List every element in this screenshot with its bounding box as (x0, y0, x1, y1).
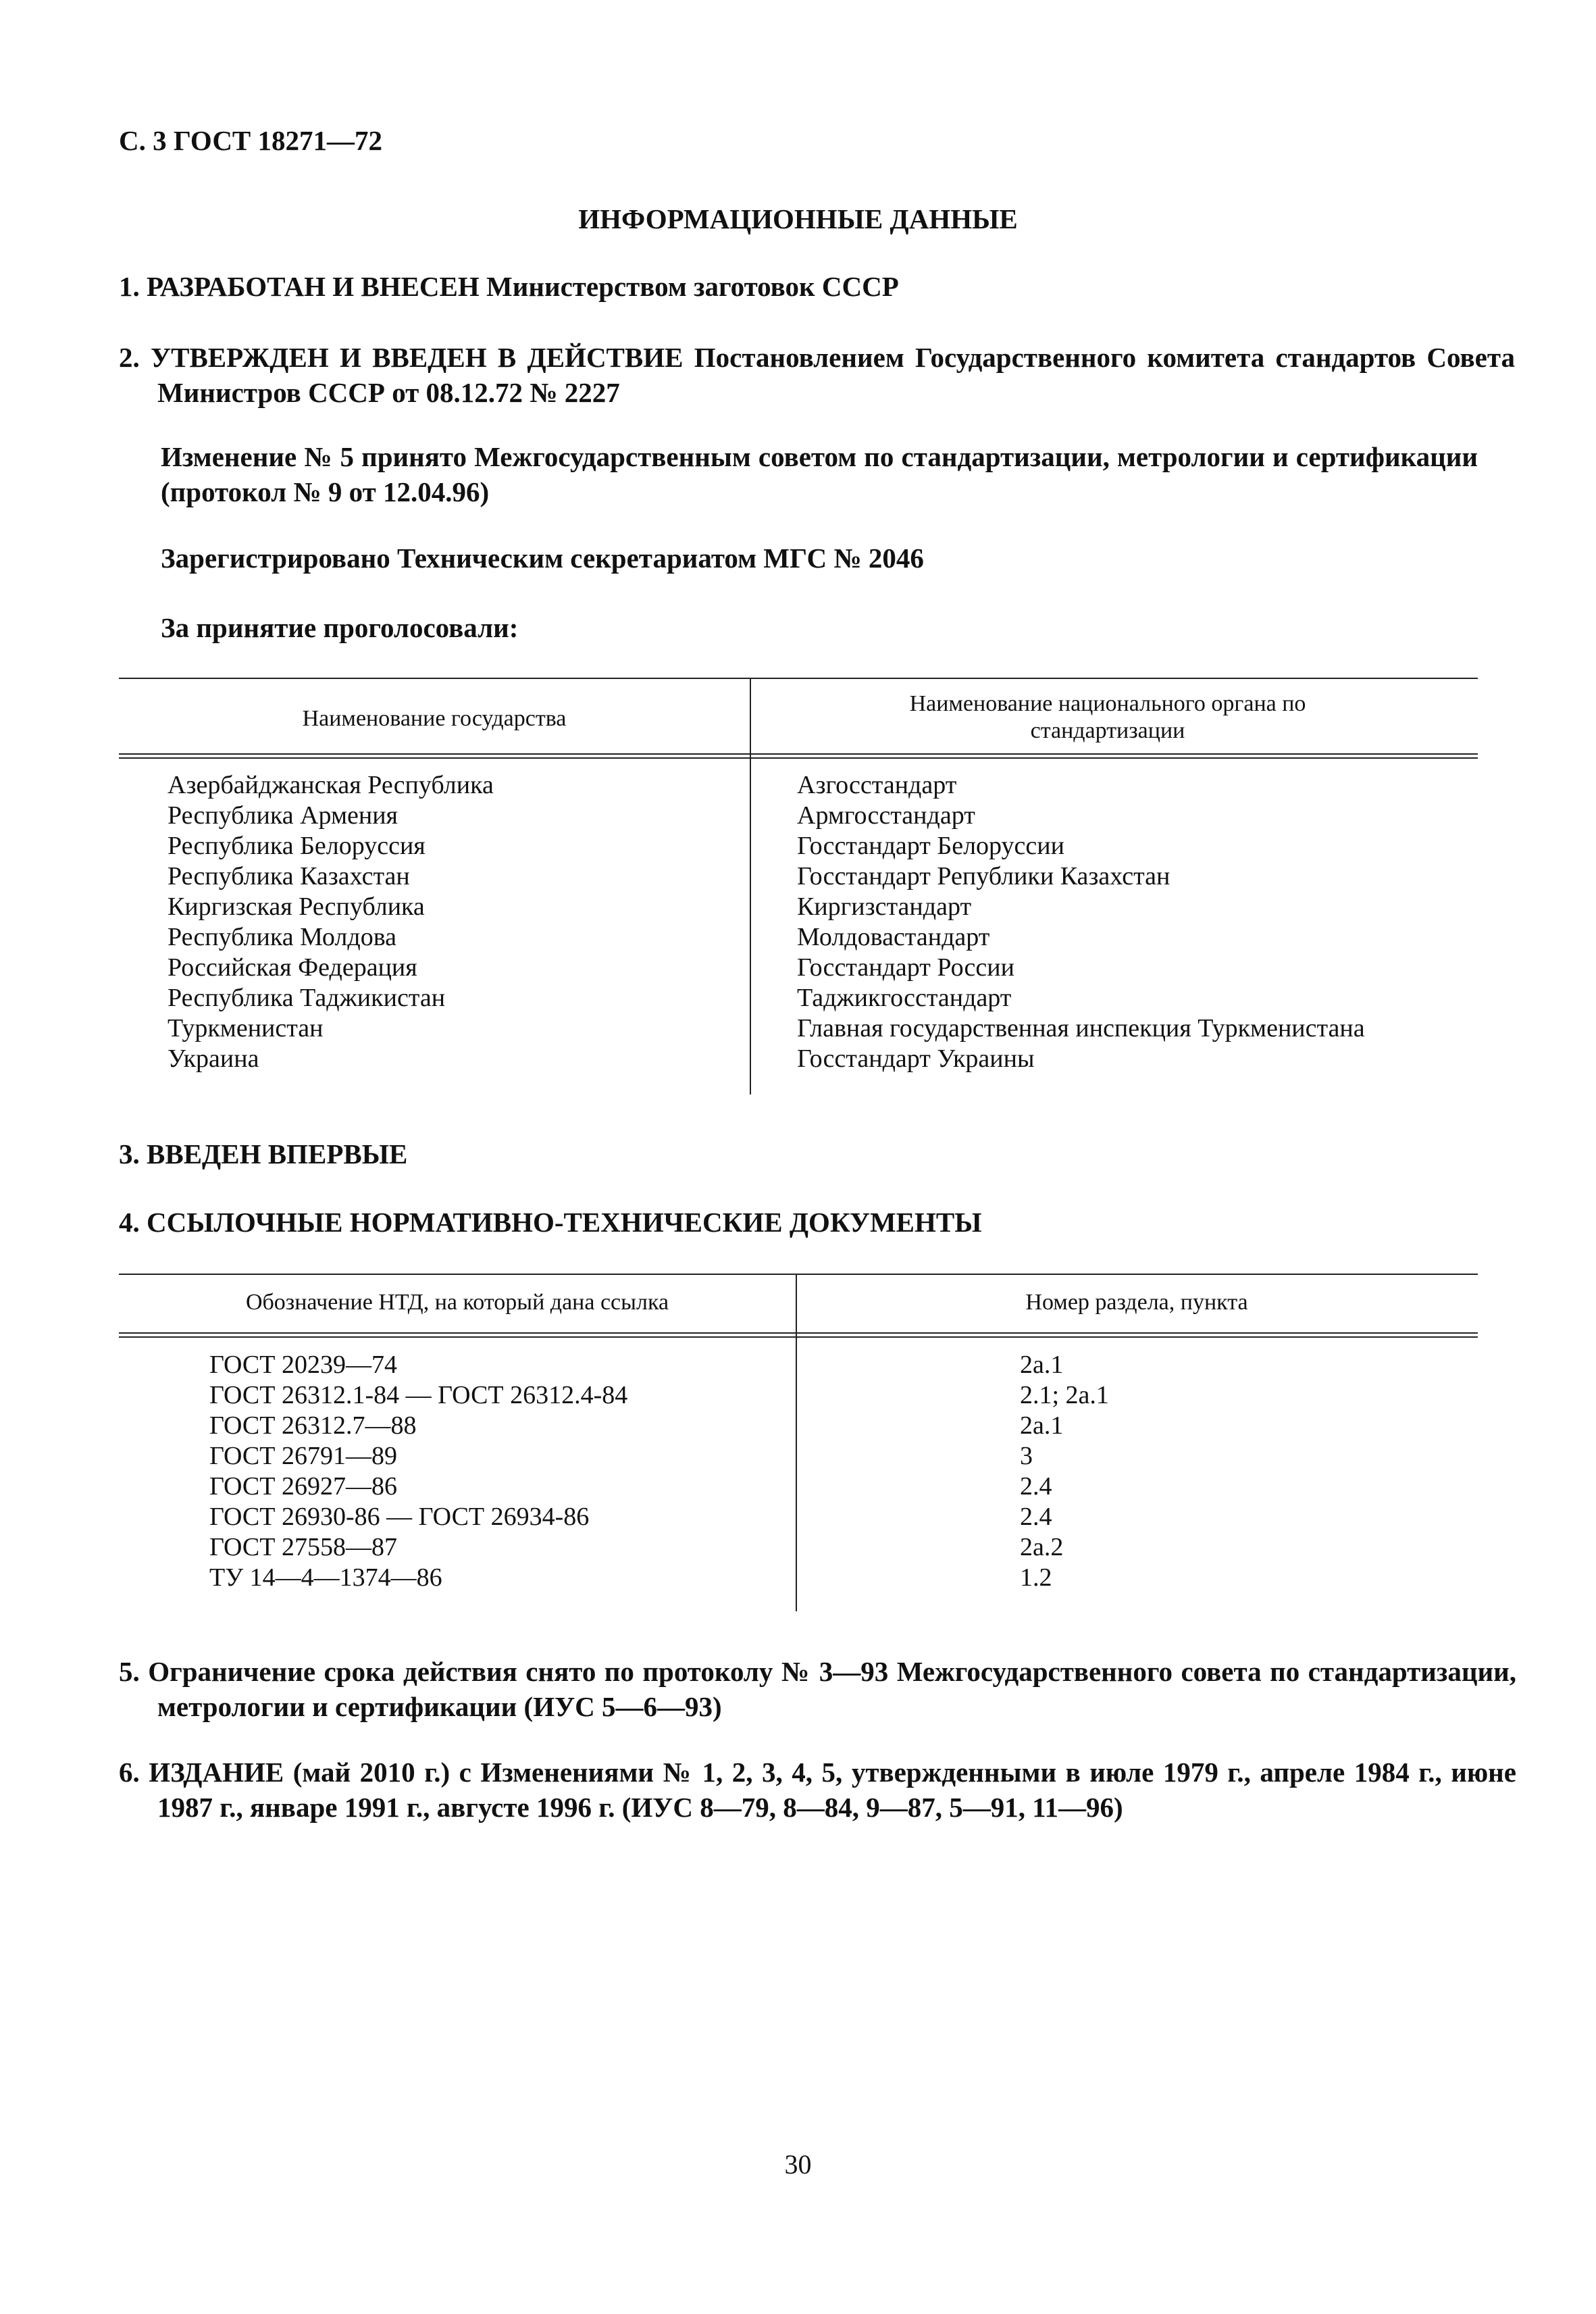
sections-list (1020, 1350, 1109, 1593)
list-item: ТУ 14—4—1374—86 (209, 1563, 442, 1592)
list-item: Российская Федерация (168, 953, 417, 982)
list-item: Главная государственная инспекция Туркменистана (797, 1014, 1365, 1042)
list-item: Молдовастандарт (797, 923, 990, 951)
list-item: Республика Таджикистан (168, 984, 446, 1012)
item-2-lead: 2. УТВЕРЖДЕН И ВВЕДЕН В ДЕЙСТВИЕ (119, 342, 684, 373)
list-item: Госстандарт России (797, 953, 1014, 982)
list-item: Киргизстандарт (797, 892, 972, 921)
voted-note: За принятие проголосовали: (161, 612, 519, 643)
list-item: Республика Молдова (168, 923, 397, 951)
refs-header-section: Номер раздела, пункта (1025, 1290, 1248, 1315)
list-item: ГОСТ 27558—87 (209, 1533, 397, 1561)
list-item: Азгосстандарт (797, 771, 957, 799)
list-item: Госстандарт Белоруссии (797, 832, 1064, 860)
bodies-list (797, 770, 1365, 1074)
table-column-divider (750, 678, 751, 1095)
item-1-text: Министерством заготовок СССР (486, 271, 899, 302)
list-item: 2.4 (1020, 1503, 1052, 1531)
refs-header-doc: Обозначение НТД, на который дана ссылка (245, 1290, 669, 1315)
page-header: С. 3 ГОСТ 18271—72 (119, 125, 383, 156)
item-6: 6. ИЗДАНИЕ (май 2010 г.) с Изменениями № 1, 2, 3, 4, 5, утвержденными в июле 1979 г., апреле 1984 г., июне 1987 г., январе 1991 г., августе 1996 г. (ИУС 8—79, 8—84, 9—87, 5—91, 11—96) (119, 1757, 1516, 1823)
item-3: 3. ВВЕДЕН ВПЕРВЫЕ (119, 1138, 408, 1169)
table-top-rule (119, 678, 1478, 679)
list-item: 2а.1 (1020, 1351, 1064, 1379)
list-item: Армгосстандарт (797, 801, 975, 830)
list-item: Туркменистан (168, 1014, 324, 1042)
page-number: 30 (784, 2149, 812, 2180)
states-header-body: Наименование национального органа по стандартизации (909, 691, 1306, 743)
item-2 (119, 340, 1515, 410)
list-item: Госстандарт Републики Казахстан (797, 862, 1170, 890)
list-item: ГОСТ 26927—86 (209, 1472, 397, 1501)
list-item: Республика Казахстан (168, 862, 410, 890)
table-header-rule (119, 1332, 1478, 1338)
table-top-rule (119, 1274, 1478, 1275)
list-item: ГОСТ 26791—89 (209, 1442, 397, 1470)
list-item: Республика Белоруссия (168, 832, 426, 860)
page-title: ИНФОРМАЦИОННЫЕ ДАННЫЕ (578, 203, 1018, 234)
list-item: 2а.1 (1020, 1411, 1064, 1440)
item-2-text: Постановлением Государственного комитета стандартов Совета Министров СССР от 08.12.72 № 2227 (157, 342, 1515, 408)
list-item: ГОСТ 20239—74 (209, 1351, 397, 1379)
change-note: Изменение № 5 принято Межгосударственным советом по стандартизации, метрологии и сертификации (протокол № 9 от 12.04.96) (161, 441, 1478, 507)
list-item: 1.2 (1020, 1563, 1052, 1592)
list-item: 2.1; 2а.1 (1020, 1381, 1109, 1409)
list-item: Азербайджанская Республика (168, 771, 494, 799)
list-item: Украина (168, 1045, 259, 1073)
list-item: Таджикгосстандарт (797, 984, 1012, 1012)
table-column-divider (796, 1274, 797, 1611)
docs-list (209, 1350, 627, 1593)
list-item: 2а.2 (1020, 1533, 1064, 1561)
list-item: ГОСТ 26312.7—88 (209, 1411, 417, 1440)
states-header-state: Наименование государства (302, 706, 567, 731)
list-item: ГОСТ 26312.1-84 — ГОСТ 26312.4-84 (209, 1381, 628, 1409)
list-item: ГОСТ 26930-86 — ГОСТ 26934-86 (209, 1503, 590, 1531)
item-1 (119, 269, 899, 304)
list-item: Республика Армения (168, 801, 398, 830)
registered-note: Зарегистрировано Техническим секретариатом МГС № 2046 (161, 543, 924, 574)
table-header-rule (119, 753, 1478, 759)
states-list (168, 770, 494, 1074)
item-1-lead: 1. РАЗРАБОТАН И ВНЕСЕН (119, 271, 480, 302)
list-item: Госстандарт Украины (797, 1045, 1035, 1073)
list-item: 3 (1020, 1442, 1033, 1470)
list-item: Киргизская Республика (168, 892, 425, 921)
item-5: 5. Ограничение срока действия снято по протоколу № 3—93 Межгосударственного совета по стандартизации, метрологии и сертификации (ИУС 5—6—93) (119, 1656, 1516, 1722)
list-item: 2.4 (1020, 1472, 1052, 1501)
item-4: 4. ССЫЛОЧНЫЕ НОРМАТИВНО-ТЕХНИЧЕСКИЕ ДОКУМЕНТЫ (119, 1207, 982, 1238)
